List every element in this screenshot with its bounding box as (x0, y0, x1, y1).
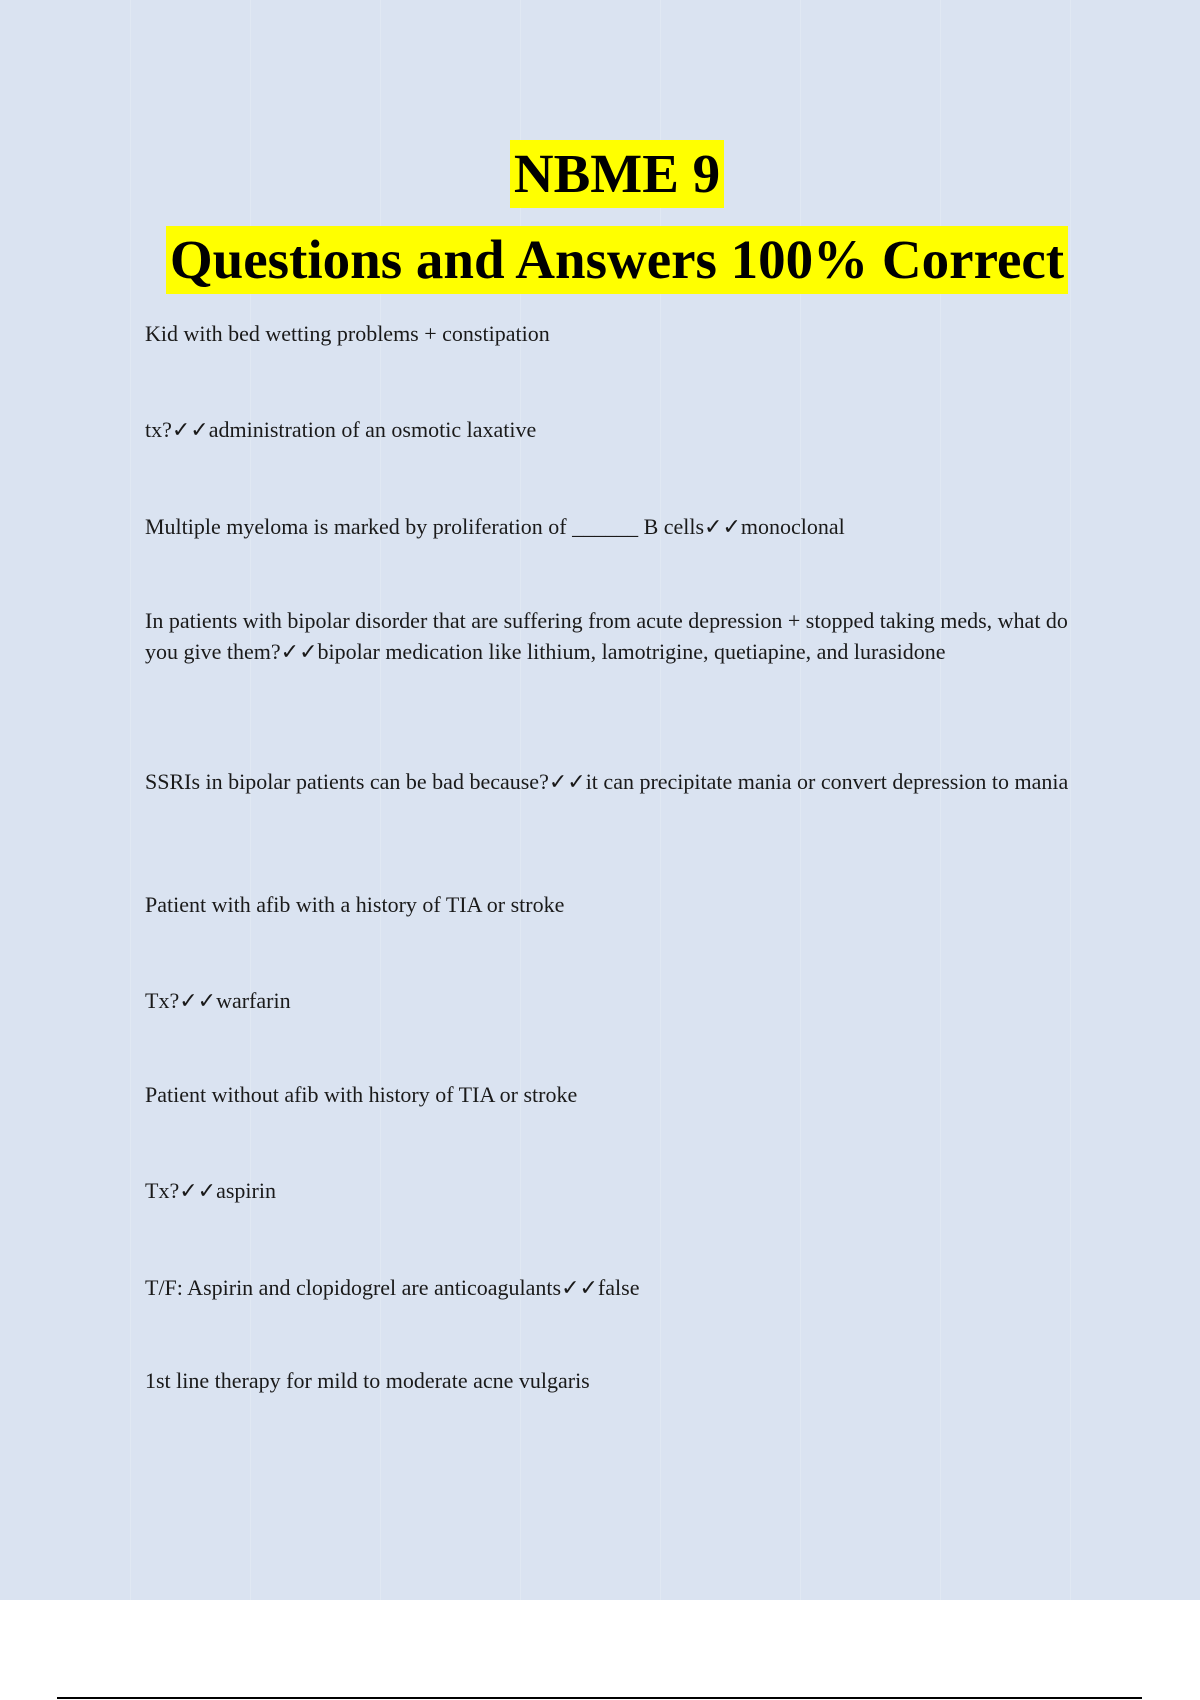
qa-item: Patient with afib with a history of TIA or stroke (145, 892, 565, 917)
qa-item: SSRIs in bipolar patients can be bad because?✓✓it can precipitate mania or convert depression to mania (145, 769, 1069, 794)
qa-item: 1st line therapy for mild to moderate acne vulgaris (145, 1368, 590, 1393)
title-line-1: NBME 9 (510, 140, 724, 208)
qa-item: Multiple myeloma is marked by proliferation of ______ B cells✓✓monoclonal (145, 514, 845, 539)
document-title (0, 140, 1200, 294)
qa-item: Tx?✓✓aspirin (145, 1178, 276, 1203)
title-line-2: Questions and Answers 100% Correct (166, 226, 1068, 294)
qa-item: Patient without afib with history of TIA or stroke (145, 1082, 578, 1107)
qa-item: tx?✓✓administration of an osmotic laxative (145, 417, 537, 442)
qa-item: Tx?✓✓warfarin (145, 988, 291, 1013)
qa-item: Kid with bed wetting problems + constipation (145, 321, 550, 346)
qa-item: In patients with bipolar disorder that are suffering from acute depression + stopped taking meds, what do you give them?✓✓bipolar medication like lithium, lamotrigine, quetiapine, and lurasidone (145, 608, 1068, 664)
qa-item: T/F: Aspirin and clopidogrel are anticoagulants✓✓false (145, 1275, 640, 1300)
footer-divider (57, 1697, 1142, 1699)
